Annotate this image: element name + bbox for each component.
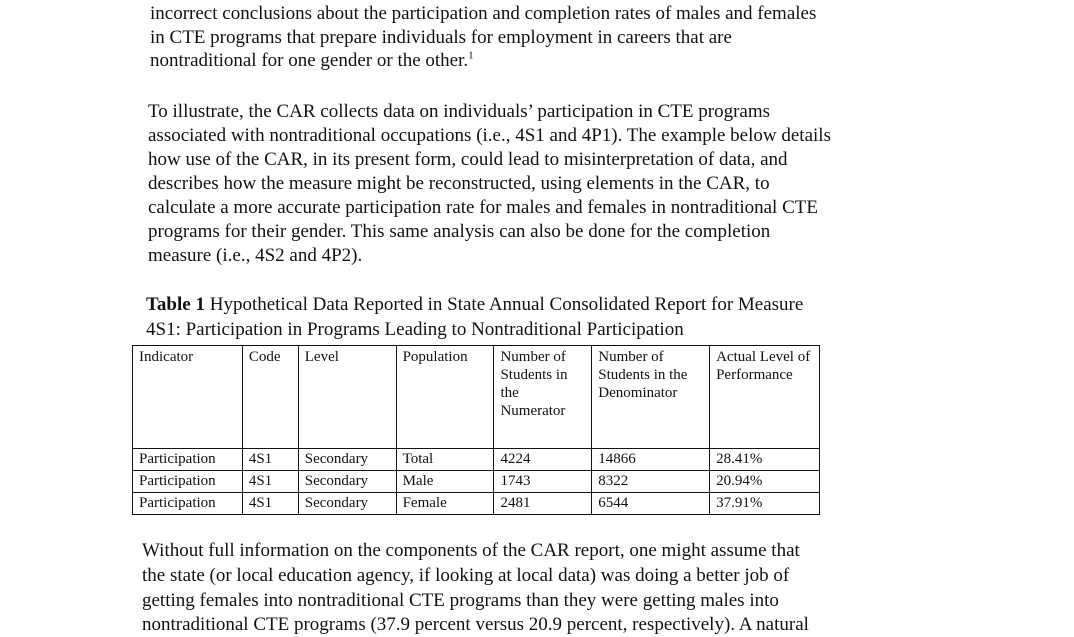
paragraph1-line-1: incorrect conclusions about the participation and completion rates of males and females (150, 3, 817, 24)
cell-code: 4S1 (242, 493, 298, 515)
data-table (132, 345, 820, 515)
cell-level: Secondary (298, 493, 396, 515)
cell-code: 4S1 (242, 471, 298, 493)
table-row (133, 471, 820, 493)
table-caption-label: Table 1 (146, 294, 205, 315)
paragraph2-line-3: how use of the CAR, in its present form, could lead to misinterpretation of data, and (148, 149, 788, 170)
paragraph2-line-5: calculate a more accurate participation rate for males and females in nontraditional CTE (148, 197, 818, 218)
header-code: Code (242, 346, 298, 449)
cell-numerator: 4224 (494, 449, 592, 471)
table-caption-line-2: 4S1: Participation in Programs Leading to Nontraditional Participation (146, 319, 684, 340)
table-row (133, 449, 820, 471)
cell-denominator: 8322 (592, 471, 710, 493)
cell-population: Male (396, 471, 494, 493)
cell-level: Secondary (298, 471, 396, 493)
cell-denominator: 6544 (592, 493, 710, 515)
cell-indicator: Participation (133, 493, 243, 515)
cell-performance: 20.94% (710, 471, 820, 493)
table-caption-title: Hypothetical Data Reported in State Annual Consolidated Report for Measure (204, 294, 804, 315)
header-level: Level (298, 346, 396, 449)
cell-denominator: 14866 (592, 449, 710, 471)
paragraph2-line-7: measure (i.e., 4S2 and 4P2). (148, 245, 363, 266)
cell-numerator: 1743 (494, 471, 592, 493)
cell-numerator: 2481 (494, 493, 592, 515)
paragraph3-line-4: nontraditional CTE programs (37.9 percent versus 20.9 percent, respectively). A natural (142, 614, 809, 635)
header-denominator: Number of Students in the Denominator (592, 346, 710, 449)
header-performance: Actual Level of Performance (710, 346, 820, 449)
paragraph1-line-3-text: nontraditional for one gender or the other. (150, 50, 469, 71)
paragraph3-line-3: getting females into nontraditional CTE programs than they were getting males into (142, 590, 779, 611)
cell-code: 4S1 (242, 449, 298, 471)
header-indicator: Indicator (133, 346, 243, 449)
paragraph2-line-6: programs for their gender. This same analysis can also be done for the completion (148, 221, 771, 242)
paragraph2-line-2: associated with nontraditional occupations (i.e., 4S1 and 4P1). The example below details (148, 125, 831, 146)
cell-performance: 37.91% (710, 493, 820, 515)
paragraph3-line-2: the state (or local education agency, if looking at local data) was doing a better job of (142, 565, 790, 586)
cell-population: Female (396, 493, 494, 515)
header-numerator: Number of Students in the Numerator (494, 346, 592, 449)
header-population: Population (396, 346, 494, 449)
table-row (133, 493, 820, 515)
cell-performance: 28.41% (710, 449, 820, 471)
footnote-mark: 1 (468, 49, 474, 62)
cell-indicator: Participation (133, 449, 243, 471)
paragraph3-line-1: Without full information on the components of the CAR report, one might assume that (142, 540, 800, 561)
paragraph2-line-1: To illustrate, the CAR collects data on individuals’ participation in CTE programs (148, 101, 771, 122)
paragraph2-line-4: describes how the measure might be reconstructed, using elements in the CAR, to (148, 173, 770, 194)
table-header-row (133, 346, 820, 449)
table-caption-line-1 (146, 293, 803, 317)
cell-population: Total (396, 449, 494, 471)
paragraph1-line-2: in CTE programs that prepare individuals for employment in careers that are (150, 27, 732, 48)
cell-level: Secondary (298, 449, 396, 471)
paragraph1-line-3 (150, 49, 474, 73)
cell-indicator: Participation (133, 471, 243, 493)
